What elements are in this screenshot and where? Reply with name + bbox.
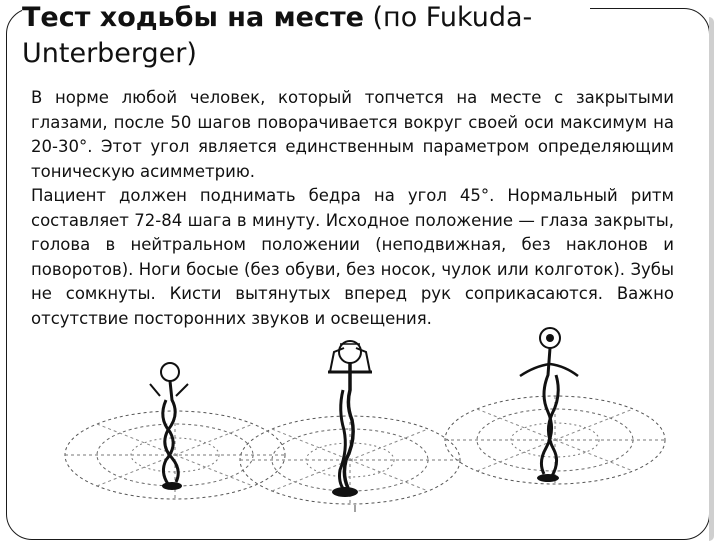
paragraph-norm: В норме любой человек, который топчется на месте с закрытыми глазами, после 50 шагов поворачивается вокруг своей оси максимум на 20-30°. Этот угол является единственным параметром определяющим тоническую асимметрию. [31, 88, 674, 181]
figure-left [65, 363, 285, 499]
figure-middle [240, 341, 460, 504]
slide-title [22, 0, 590, 72]
slide-title-rest: (по Fukuda-Unterberger) [22, 2, 533, 69]
paragraph-procedure: Пациент должен поднимать бедра на угол 45°. Нормальный ритм составляет 72-84 шага в минуту. Исходное положение — глаза закрыты, голова в нейтральном положении (неподвижная, без наклонов и поворотов). Ноги босые (без обуви, без носок, чулок или колготок). Зубы не сомкнуты. Кисти вытянутых вперед рук соприкасаются. Важно отсутствие посторонних звуков и освещения. [31, 186, 674, 328]
slide-title-bold: Тест ходьбы на месте [22, 2, 364, 33]
body-text [31, 86, 674, 331]
figure-right [445, 328, 665, 484]
